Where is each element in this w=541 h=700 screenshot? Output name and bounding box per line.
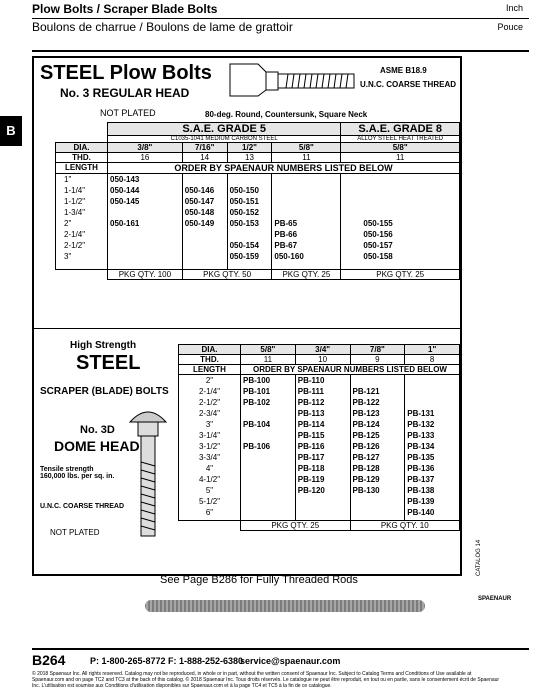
legal-text: © 2018 Spaenaur Inc. All rights reserved. Catalog may not be reproduced, in whole or in part, without the written consent of Spaenaur Inc. Subject to Catalog Terms and Conditions of Use available at Spaenaur.com and on page TC2 and TC3 at the back of this catalog. © 2018 Spaenaur Inc. Tous droits réservés. Le catalogue ne peut être reproduit, en tout ou en partie, sans le consentement écrit de Spaenaur Inc. L'utilisation est soumise aux Conditions d'utilisation disponibles sur Spaenaur.com et à la page TC4 et TC5 à la fin de ce catalogue. (32, 671, 500, 689)
brand-logo: SPAENAUR (478, 596, 512, 602)
dia-label: DIA. (179, 345, 241, 355)
dia-label: DIA. (56, 143, 108, 153)
unit-label-fr: Pouce (497, 22, 523, 32)
page-title-fr: Boulons de charrue / Boulons de lame de grattoir (32, 20, 293, 34)
phone: P: 1-800-265-8772 (90, 656, 166, 666)
plow-title: STEEL Plow Bolts (40, 62, 212, 84)
grade8-sub: ALLOY STEEL HEAT TREATED (341, 136, 460, 143)
length-label: LENGTH (179, 365, 241, 375)
thd-cell: 11 (241, 355, 296, 365)
thd-cell: 11 (272, 153, 341, 163)
thd-cell: 8 (405, 355, 460, 365)
part-list: PB-121 PB-122 PB-123 PB-124 PB-125 PB-126 PB-127 PB-128 PB-129 PB-130 (350, 375, 405, 521)
part-list: PB-100 PB-101 PB-102 PB-104 PB-106 (241, 375, 296, 521)
plow-bolt-image (228, 60, 358, 100)
part-list: 050-143 050-144 050-145 050-161 (108, 174, 183, 270)
thd-cell: 14 (182, 153, 227, 163)
email-link[interactable]: service@spaenaur.com (240, 656, 341, 666)
pkg-qty: PKG QTY. 25 (241, 521, 351, 531)
grade5-sub: C1035-1041 MEDIUM CARBON STEEL (108, 136, 341, 143)
pkg-qty: PKG QTY. 10 (350, 521, 460, 531)
pkg-qty: PKG QTY. 50 (182, 270, 272, 280)
part-list: 050-146 050-147 050-148 050-149 (182, 174, 227, 270)
rods-note: See Page B286 for Fully Threaded Rods (160, 574, 358, 586)
part-list: PB-65 PB-66 PB-67 050-160 (272, 174, 341, 270)
thd-cell: 10 (295, 355, 350, 365)
order-label: ORDER BY SPAENAUR NUMBERS LISTED BELOW (241, 365, 460, 375)
plow-subtitle: No. 3 REGULAR HEAD (60, 86, 190, 100)
dia-cell: 7/16" (182, 143, 227, 153)
length-list: 2" 2-1/4" 2-1/2" 2-3/4" 3" 3-1/4" 3-1/2" 3-3/4" 4" 4-1/2" 5" 5-1/2" 6" (179, 375, 241, 521)
pkg-qty: PKG QTY. 100 (108, 270, 183, 280)
part-list: 050-150 050-151 050-152 050-153 050-154 050-159 (227, 174, 272, 270)
thd-label: THD. (179, 355, 241, 365)
fax: F: 1-888-252-6380 (168, 656, 244, 666)
divider (32, 18, 529, 19)
dia-cell: 5/8" (241, 345, 296, 355)
dia-cell: 5/8" (272, 143, 341, 153)
pkg-qty: PKG QTY. 25 (341, 270, 460, 280)
order-label: ORDER BY SPAENAUR NUMBERS LISTED BELOW (108, 163, 460, 174)
scraper-plated: NOT PLATED (50, 528, 100, 537)
thd-cell: 13 (227, 153, 272, 163)
scraper-head: DOME HEAD (54, 438, 140, 454)
grade5-header: S.A.E. GRADE 5 (108, 123, 341, 136)
plow-table (55, 122, 460, 280)
plated-label: NOT PLATED (100, 108, 156, 118)
plow-desc: 80-deg. Round, Countersunk, Square Neck (205, 110, 368, 119)
dia-cell: 1/2" (227, 143, 272, 153)
scraper-no: No. 3D (80, 424, 115, 436)
thd-cell: 16 (108, 153, 183, 163)
thd-cell: 11 (341, 153, 460, 163)
length-list: 1" 1-1/4" 1-1/2" 1-3/4" 2" 2-1/4" 2-1/2" 3" (56, 174, 108, 270)
dia-cell: 5/8" (341, 143, 460, 153)
catalog-label: CATALOG 14 (476, 539, 482, 576)
dia-cell: 3/4" (295, 345, 350, 355)
scraper-bolt-image (128, 402, 168, 542)
part-list: PB-131 PB-132 PB-133 PB-134 PB-135 PB-136 PB-137 PB-138 PB-139 PB-140 (405, 375, 460, 521)
length-label: LENGTH (56, 163, 108, 174)
tensile-label: Tensile strength 160,000 lbs. per sq. in. (40, 466, 115, 480)
dia-cell: 7/8" (350, 345, 405, 355)
scraper-strength: High Strength (70, 340, 137, 351)
part-list: PB-110 PB-111 PB-112 PB-113 PB-114 PB-115 PB-116 PB-117 PB-118 PB-119 PB-120 (295, 375, 350, 521)
unit-label: Inch (505, 3, 523, 13)
grade8-header: S.A.E. GRADE 8 (341, 123, 460, 136)
thread-label: U.N.C. COARSE THREAD (360, 80, 457, 89)
part-list: 050-155 050-156 050-157 050-158 (341, 174, 460, 270)
dia-cell: 3/8" (108, 143, 183, 153)
pkg-qty: PKG QTY. 25 (272, 270, 341, 280)
section-divider (32, 328, 462, 329)
scraper-steel: STEEL (76, 352, 141, 374)
dia-cell: 1" (405, 345, 460, 355)
page-number: B264 (32, 652, 66, 668)
scraper-thread: U.N.C. COARSE THREAD (40, 503, 125, 510)
scraper-table (178, 344, 460, 531)
page-title: Plow Bolts / Scraper Blade Bolts (32, 2, 218, 16)
scraper-name: SCRAPER (BLADE) BOLTS (40, 386, 169, 397)
asme-label: ASME B18.9 (380, 66, 427, 75)
footer-divider (32, 648, 529, 650)
thd-cell: 9 (350, 355, 405, 365)
divider (32, 50, 529, 52)
threaded-rod-image (145, 600, 425, 612)
thd-label: THD. (56, 153, 108, 163)
section-tab: B (0, 116, 22, 146)
